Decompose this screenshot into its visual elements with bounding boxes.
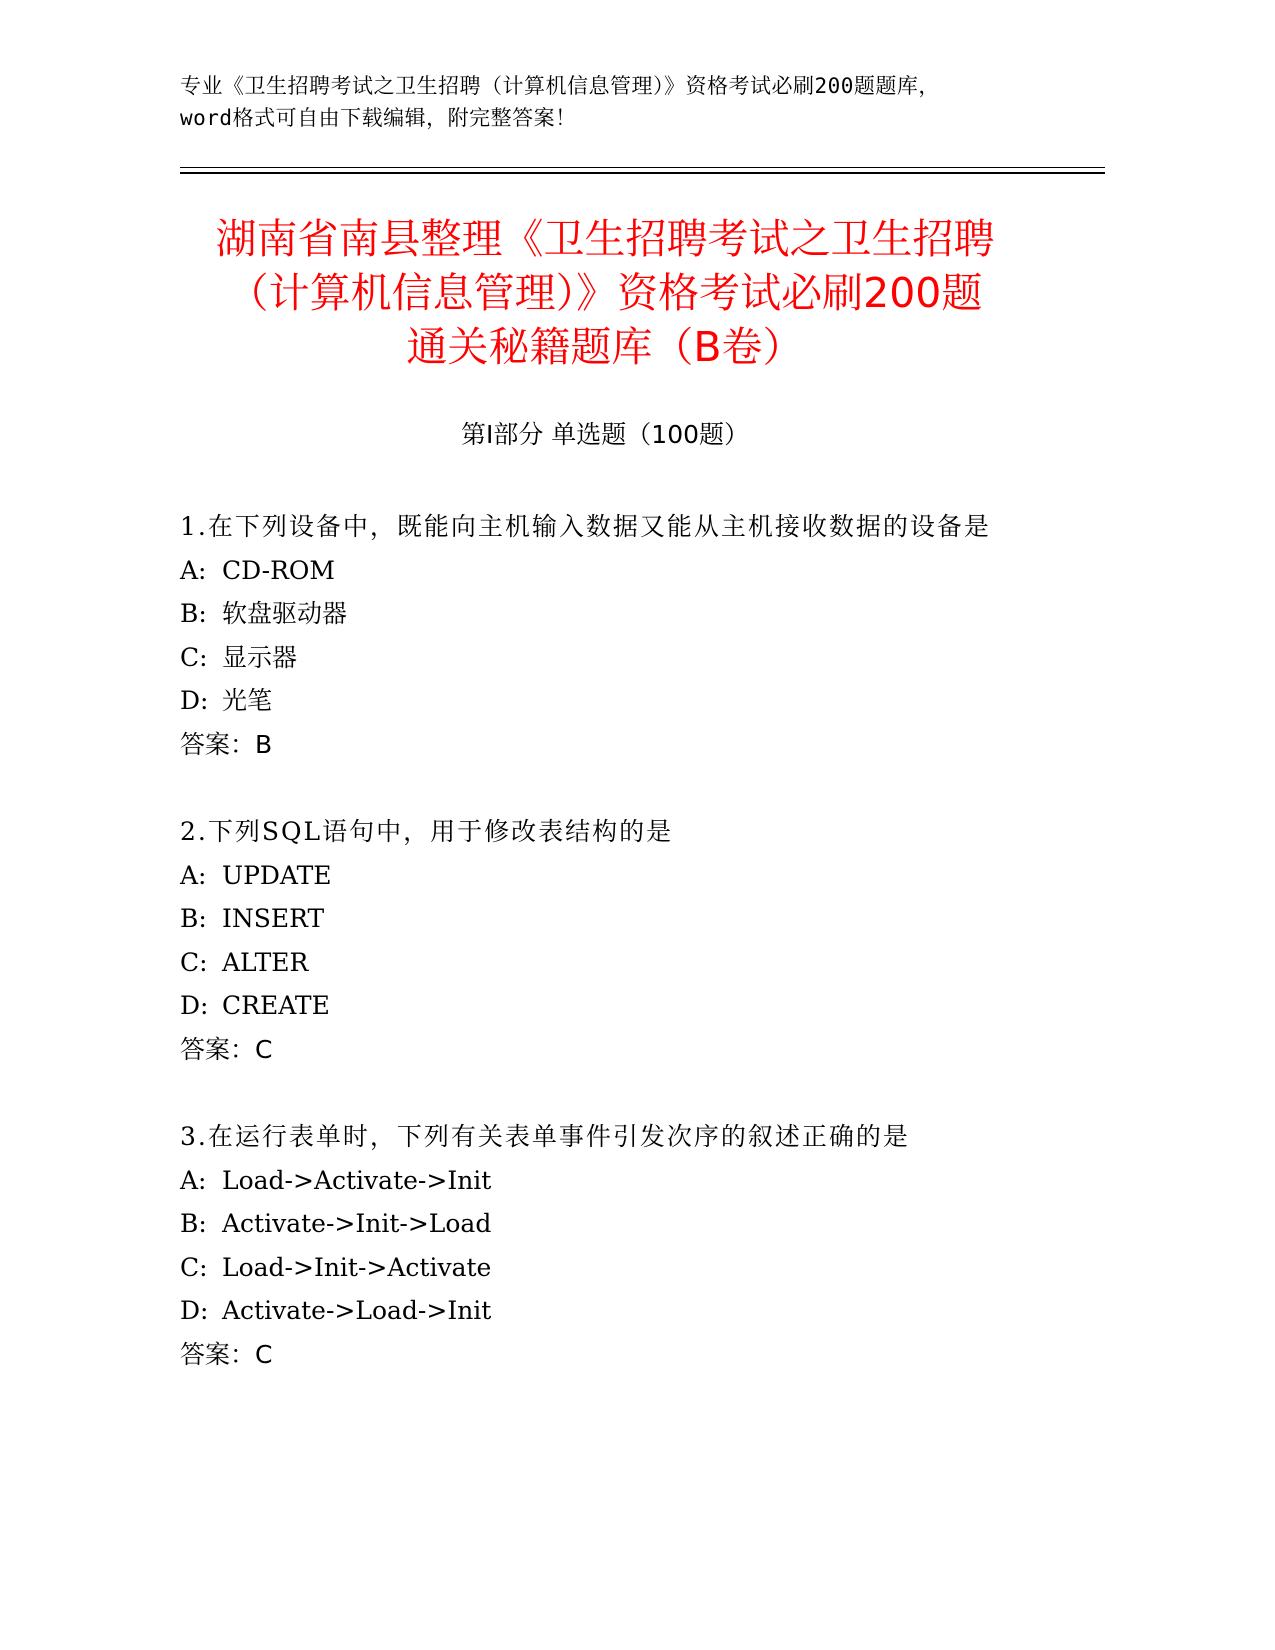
title-line-3: 通关秘籍题库（B卷） [406, 323, 804, 371]
title-line-2: （计算机信息管理）》资格考试必刷200题 [227, 269, 983, 317]
option-label: B: [180, 599, 207, 629]
option-c [180, 636, 1120, 680]
question-stem: 1.在下列设备中，既能向主机输入数据又能从主机接收数据的设备是 [180, 512, 991, 541]
option-a [180, 549, 1120, 593]
option-d [180, 1289, 1120, 1333]
option-label: C: [180, 947, 208, 977]
option-b [180, 592, 1120, 636]
option-text: Activate->Init->Load [222, 1209, 492, 1239]
option-label: C: [180, 1252, 208, 1282]
option-label: A: [180, 555, 207, 585]
option-b [180, 1202, 1120, 1246]
question-stem: 2.下列SQL语句中，用于修改表结构的是 [180, 817, 674, 846]
question-2 [180, 810, 1120, 1072]
header-divider-thin [180, 167, 1105, 168]
option-label: B: [180, 904, 207, 934]
option-label: A: [180, 1165, 207, 1195]
option-text: CD-ROM [222, 555, 336, 585]
option-text: 显示器 [222, 642, 298, 672]
option-text: Load->Activate->Init [222, 1165, 492, 1195]
title-line-1: 湖南省南县整理《卫生招聘考试之卫生招聘 [215, 215, 995, 263]
answer-line: 答案：B [180, 729, 273, 759]
option-label: D: [180, 1296, 209, 1326]
question-3 [180, 1115, 1120, 1377]
option-label: D: [180, 686, 209, 716]
option-text: 软盘驱动器 [222, 599, 348, 629]
option-text: UPDATE [222, 860, 332, 890]
option-text: 光笔 [222, 686, 273, 716]
option-label: A: [180, 860, 207, 890]
option-label: C: [180, 642, 208, 672]
option-text: CREATE [222, 991, 330, 1021]
option-text: Load->Init->Activate [222, 1252, 492, 1282]
header-divider-thick [180, 172, 1105, 174]
question-1 [180, 505, 1120, 767]
header-note-line-1: 专业《卫生招聘考试之卫生招聘（计算机信息管理）》资格考试必刷200题题库， [180, 74, 940, 98]
option-label: D: [180, 991, 209, 1021]
answer-line: 答案：C [180, 1339, 273, 1369]
option-a [180, 1159, 1120, 1203]
question-stem: 3.在运行表单时，下列有关表单事件引发次序的叙述正确的是 [180, 1122, 910, 1151]
option-c [180, 941, 1120, 985]
option-a [180, 854, 1120, 898]
header-note-line-2: word格式可自由下载编辑，附完整答案！ [180, 106, 577, 130]
section-title: 第Ⅰ部分 单选题（100题） [460, 420, 750, 449]
option-label: B: [180, 1209, 207, 1239]
option-c [180, 1246, 1120, 1290]
document-title [150, 212, 1060, 374]
option-text: INSERT [222, 904, 325, 934]
answer-line: 答案：C [180, 1034, 273, 1064]
option-d [180, 984, 1120, 1028]
option-d [180, 679, 1120, 723]
option-b [180, 897, 1120, 941]
option-text: ALTER [222, 947, 309, 977]
option-text: Activate->Load->Init [222, 1296, 492, 1326]
document-header-note [180, 70, 1100, 134]
